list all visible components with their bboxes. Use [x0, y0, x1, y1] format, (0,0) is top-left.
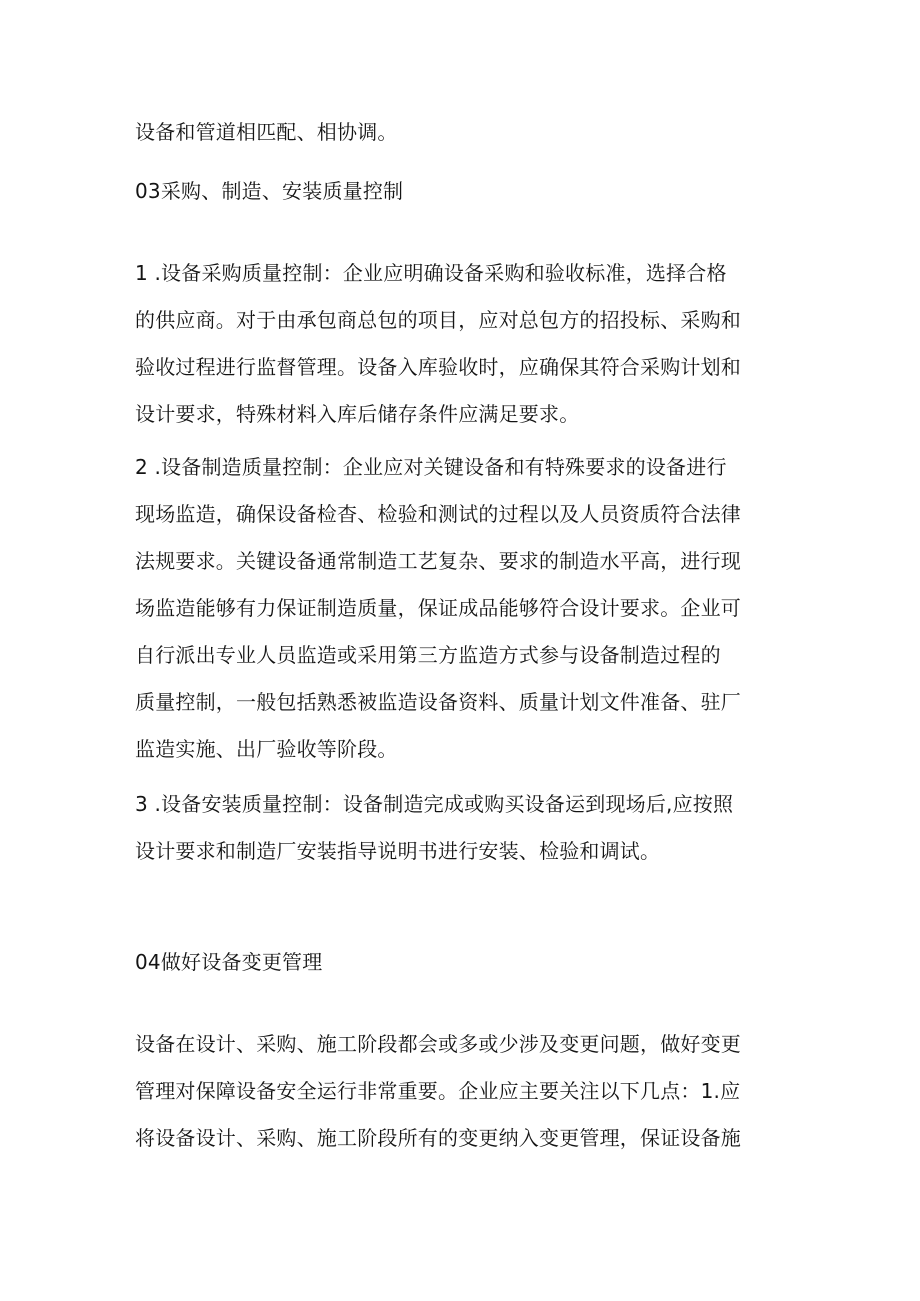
text-line: 将设备设计、采购、施工阶段所有的变更纳入变更管理，保证设备施 [135, 1126, 741, 1150]
text-line: 法规要求。关键设备通常制造工艺复杂、要求的制造水平高，进行现 [135, 549, 741, 573]
text-line: 自行派出专业人员监造或采用第三方监造方式参与设备制造过程的 [135, 643, 721, 667]
text-line: 设计要求，特殊材料入库后储存条件应满足要求。 [135, 402, 580, 426]
text-line: 的供应商。对于由承包商总包的项目，应对总包方的招投标、采购和 [135, 308, 741, 332]
section-heading: 03采购、制造、安装质量控制 [135, 179, 404, 203]
text-line: 设备在设计、采购、施工阶段都会或多或少涉及变更问题，做好变更 [135, 1032, 741, 1056]
text-line: 场监造能够有力保证制造质量，保证成品能够符合设计要求。企业可 [135, 596, 741, 620]
text-line: 质量控制，一般包括熟悉被监造设备资料、质量计划文件准备、驻厂 [135, 690, 741, 714]
text-line: 监造实施、出厂验收等阶段。 [135, 737, 398, 761]
text-line: 设计要求和制造厂安装指导说明书进行安装、检验和调试。 [135, 839, 661, 863]
text-line: 2 .设备制造质量控制：企业应对关键设备和有特殊要求的设备进行 [135, 455, 727, 479]
text-line: 现场监造，确保设备检杳、检验和测试的过程以及人员资质符合法律 [135, 502, 741, 526]
text-line: 设备和管道相匹配、相协调。 [135, 120, 398, 144]
section-heading: 04做好设备变更管理 [135, 950, 323, 974]
text-line: 1 .设备采购质量控制：企业应明确设备采购和验收标准，选择合格 [135, 261, 727, 285]
text-line: 3 .设备安装质量控制：设备制造完成或购买设备运到现场后,应按照 [135, 792, 734, 816]
text-line: 验收过程进行监督管理。设备入库验收时，应确保其符合采购计划和 [135, 355, 741, 379]
text-line: 管理对保障设备安全运行非常重要。企业应主要关注以下几点：1.应 [135, 1079, 741, 1103]
